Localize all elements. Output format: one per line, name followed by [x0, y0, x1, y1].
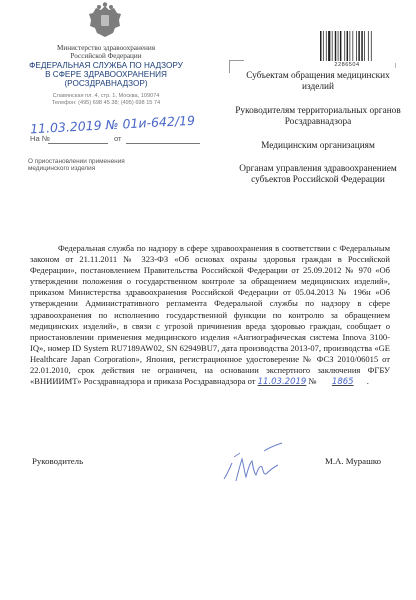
ministry-name: Министерство здравоохранения Российской Федерации — [56, 44, 156, 60]
addressee-item: Руководителям территориальных органов Росздравнадзора — [235, 105, 401, 128]
agency-name: ФЕДЕРАЛЬНАЯ СЛУЖБА ПО НАДЗОРУ В СФЕРЕ ЗДРАВООХРАНЕНИЯ (РОСЗДРАВНАДЗОР) — [29, 61, 183, 88]
signature — [218, 437, 298, 487]
signer-title: Руководитель — [32, 456, 84, 466]
agency-address: Славянская пл. 4, стр. 1, Москва, 109074 Телефон: (495) 698 45 38; (495) 698 15 74 — [51, 93, 161, 106]
addressee-item: Субъектам обращения медицинских изделий — [246, 71, 390, 93]
request-no-blank — [48, 143, 108, 144]
margin-mark — [395, 63, 396, 68]
handwritten-order-date: 11.03.2019 — [257, 377, 307, 388]
addressee-block — [234, 71, 402, 199]
signer-name: М.А. Мурашко — [325, 456, 382, 466]
request-no-label: На № — [30, 134, 50, 143]
barcode-number: 2286504 — [334, 62, 360, 68]
letter-subject: О приостановлении применения медицинского изделия — [28, 158, 125, 173]
state-emblem-icon — [87, 2, 123, 40]
handwritten-date-number: 11.03.2019 № 01и-642/19 — [29, 112, 196, 137]
handwritten-order-number: 1865 — [331, 377, 354, 388]
addressee-item: Органам управления здравоохранением субъектов Российской Федерации — [239, 164, 397, 186]
request-from-blank — [126, 143, 200, 144]
body-text: Федеральная служба по надзору в сфере здравоохранения в соответствии с Федеральным законом от 21.11.2011 № 323-ФЗ «Об основах охраны здоровья граждан в Российской Федерации», постановлением Правительства Российской Федерации от 25.09.2012 № 970 «Об утверждении положения о государственном контроле за обращением медицинских изделий», приказом Министерства здравоохранения Российской Федерации от 05.04.2013 № 196н «Об утверждении Административного регламента Федеральной службы по надзору в сфере здравоохранения по исполнению государственной функции по контролю за обращением медицинских изделий», в связи с угрозой причинения вреда здоровью граждан, сообщает о приостановлении применения медицинского изделия «Ангиографическая система Innova 3100-IQ», номер ID System RU7189AW02, SN 62949BU7, дата производства 2013-07, производства «GE Healthcare Japan Corporation», Япония, регистрационное удостоверение № ФСЗ 2010/06015 от 22.01.2010, срок действия не ограничен, на основании экспертного заключения ФГБУ «ВНИИИМТ» Росздравнадзора и приказа Росздравнадзора от — [30, 243, 390, 387]
letter-body: Федеральная служба по надзору в сфере здравоохранения в соответствии с Федеральным законом от 21.11.2011 № 323-ФЗ «Об основах охраны здоровья граждан в Российской Федерации», постановлением Правительства Российской Федерации от 25.09.2012 № 970 «Об утверждении положения о государственном контроле за обращением медицинских изделий», приказом Министерства здравоохранения Российской Федерации от 05.04.2013 № 196н «Об утверждении Административного регламента Федеральной службы по надзору в сфере здравоохранения по исполнению государственной функции по контролю за обращением медицинских изделий», в связи с угрозой причинения вреда здоровью граждан, сообщает о приостановлении применения медицинского изделия «Ангиографическая система Innova 3100-IQ», номер ID System RU7189AW02, SN 62949BU7, дата производства 2013-07, производства «GE Healthcare Japan Corporation», Япония, регистрационное удостоверение № ФСЗ 2010/06015 от 22.01.2010, срок действия не ограничен, на основании экспертного заключения ФГБУ «ВНИИИМТ» Росздравнадзора и приказа Росздравнадзора от 11.03.2019 № 1865 . — [30, 243, 390, 388]
barcode — [320, 31, 374, 61]
addressee-item: Медицинским организациям — [261, 140, 375, 151]
request-from-label: от — [114, 134, 122, 143]
order-number-sign: № — [308, 376, 317, 387]
